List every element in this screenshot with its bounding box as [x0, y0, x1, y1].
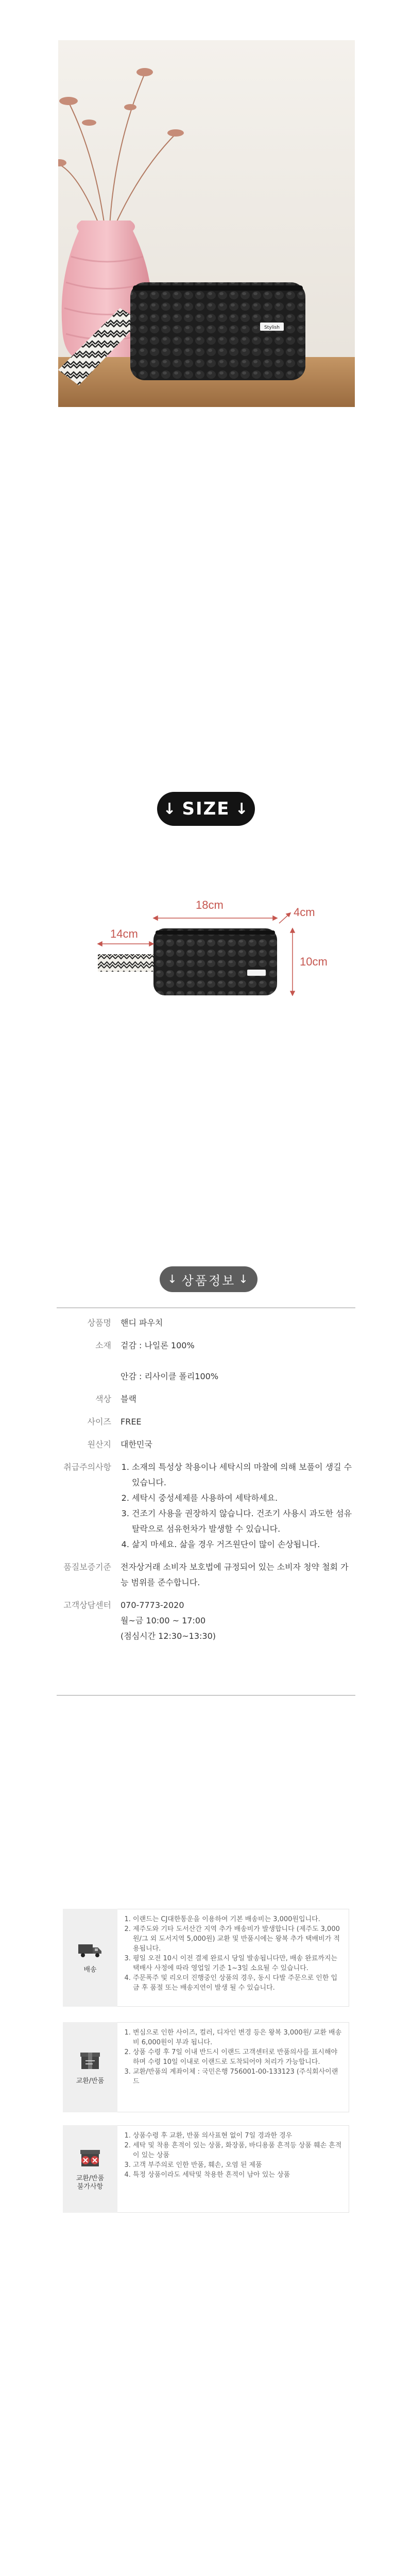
contact-lunch: (점심시간 12:30~13:30): [121, 1631, 216, 1641]
product-info-table: [57, 1308, 355, 1644]
caution-item: 3. 건조기 사용을 권장하지 않습니다. 건조기 사용시 과도한 섬유 탈락으로 섬유헌차가 발생할 수 있습니다.: [132, 1506, 355, 1537]
caution-item: 1. 소재의 특성상 착용이나 세탁시의 마찰에 의해 보풀이 생길 수 있습니다.: [132, 1460, 355, 1490]
info-label: 사이즈: [87, 1417, 111, 1427]
policy-item: 3. 고객 부주의로 인한 반품, 훼손, 오염 된 제품: [133, 2160, 342, 2170]
info-value-spacer: [121, 1353, 355, 1369]
info-row-caution: [57, 1460, 355, 1552]
box-x-icon: [79, 2147, 101, 2170]
delivery-label: 배송: [83, 1966, 97, 1974]
info-value: 대한민국: [121, 1439, 152, 1449]
info-label: 상품명: [87, 1318, 111, 1328]
policy-item: 1. 상품수령 후 교환, 반품 의사표현 없이 7일 경과한 경우: [133, 2131, 342, 2141]
info-row-name: [57, 1315, 355, 1331]
arrow-down-icon: ↓: [163, 800, 177, 818]
product-photo: [58, 40, 355, 407]
product-info-title-pill: [160, 1266, 258, 1292]
caution-list: [121, 1460, 355, 1552]
policy-item: 2. 세탁 및 착용 흔적이 있는 상품, 화장품, 바디용품 흔적등 상품 훼손 흔적이 있는 상품: [133, 2141, 342, 2160]
exchange-block: [63, 2022, 349, 2112]
info-row-warranty: [57, 1560, 355, 1590]
dimension-height: 10cm: [300, 955, 328, 968]
info-value: 안감 : 리사이클 폴리100%: [121, 1371, 219, 1381]
dimension-strap: 14cm: [110, 927, 138, 940]
pouch-tag-text: Stylish: [264, 325, 280, 330]
info-value: 블랙: [121, 1394, 136, 1404]
delivery-block: [63, 1909, 349, 2007]
exchange-list: [124, 2028, 342, 2087]
info-row-color: [57, 1392, 355, 1407]
policy-item: 2. 상품 수령 후 7일 이내 반드시 이랜드 고객센터로 반품의사를 표시해야 하며 수령 10일 이내로 이랜드로 도착되어야 처리가 가능합니다.: [133, 2047, 342, 2067]
info-row-contact: [57, 1598, 355, 1644]
product-info-title: 상품정보: [181, 1273, 236, 1288]
truck-icon: [77, 1941, 103, 1961]
size-title: SIZE: [182, 799, 230, 819]
info-divider: [57, 1695, 355, 1696]
info-row-material: [57, 1338, 355, 1384]
info-label: 취급주의사항: [63, 1462, 111, 1472]
caution-item: 4. 삶지 마세요. 삶을 경우 거즈원단이 많이 손상됩니다.: [132, 1537, 355, 1552]
caution-item: 2. 세탁시 중성세제를 사용하여 세탁하세요.: [132, 1490, 355, 1506]
box-icon: [79, 2049, 101, 2072]
policy-item: 2. 제주도와 기타 도서산간 지역 추가 배송비가 발생합니다 (제주도 3,000원/그 외 도서지역 5,000원) 교환 및 반품시에는 왕복 추가 택배비가 적용됩니다.: [133, 1924, 342, 1954]
size-title-pill: [157, 792, 255, 826]
info-value: 겉감 : 나일론 100%: [121, 1341, 195, 1350]
dimension-width: 18cm: [196, 899, 224, 911]
info-row-origin: [57, 1437, 355, 1452]
arrow-down-icon: ↓: [167, 1273, 179, 1286]
arrow-down-icon: ↓: [235, 800, 249, 818]
info-row-size: [57, 1414, 355, 1430]
policy-item: 3. 교환/반품의 계좌이체 : 국민은행 756001-00-133123 (주식회사이랜드: [133, 2067, 342, 2087]
exchange-label: 교환/반품: [76, 2077, 105, 2085]
policy-item: 4. 특정 상품이라도 세탁및 착용한 흔적이 남아 있는 상품: [133, 2170, 342, 2180]
info-label: 색상: [95, 1394, 111, 1404]
info-label: 원산지: [87, 1439, 111, 1449]
policy-item: 1. 이랜드는 CJ대한통운을 이용하여 기본 배송비는 3,000원입니다.: [133, 1914, 342, 1924]
non-returnable-label: 교환/반품 불가사항: [76, 2175, 105, 2191]
delivery-list: [124, 1914, 342, 1993]
info-label: 품질보증기준: [63, 1562, 111, 1572]
info-value: 핸디 파우치: [121, 1318, 163, 1328]
non-returnable-list: [124, 2131, 342, 2180]
policy-item: 4. 주문폭주 및 리오더 진행중인 상품의 경우, 동시 다발 주문으로 인한 입금 후 품절 또는 배송지연이 발생 될 수 있습니다.: [133, 1973, 342, 1993]
size-diagram: [93, 886, 371, 1025]
info-label: 고객상담센터: [63, 1600, 111, 1610]
arrow-down-icon: ↓: [238, 1273, 250, 1286]
info-value: 전자상거래 소비자 보호법에 규정되어 있는 소비자 청약 철회 가능 범위를 준수합니다.: [121, 1562, 349, 1587]
info-label: 소재: [95, 1341, 111, 1350]
contact-phone: 070-7773-2020: [121, 1600, 184, 1610]
dimension-depth: 4cm: [294, 906, 315, 919]
info-value: FREE: [121, 1417, 142, 1427]
non-returnable-block: [63, 2125, 349, 2213]
contact-hours: 월~금 10:00 ~ 17:00: [121, 1616, 206, 1625]
policy-item: 3. 평일 오전 10시 이전 결제 완료시 당일 발송됩니다만, 배송 완료까지는 택배사 사정에 따라 영업일 기준 1~3일 소요될 수 있습니다.: [133, 1954, 342, 1973]
policy-item: 1. 변심으로 인한 사이즈, 컬러, 디자인 변경 등은 왕복 3,000원/ 교환 배송비 6,000원이 부과 됩니다.: [133, 2028, 342, 2047]
